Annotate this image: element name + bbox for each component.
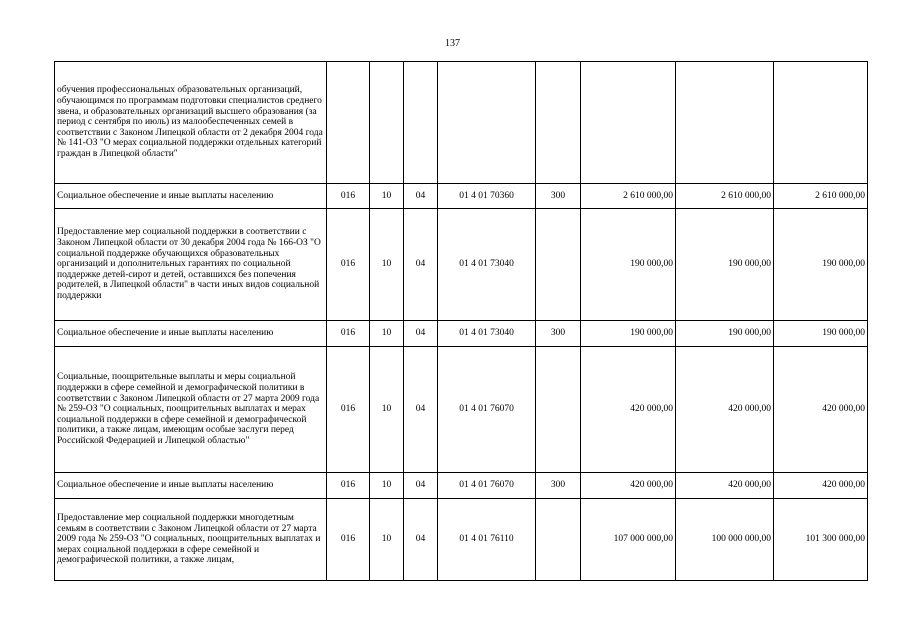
section-code: 10: [370, 347, 404, 473]
amount-year-2: 190 000,00: [676, 321, 774, 347]
amount-year-1: [581, 62, 676, 184]
amount-year-1: 420 000,00: [581, 347, 676, 473]
row-description: Социальные, поощрительные выплаты и меры социальной поддержки в сфере семейной и демографической политики в соответствии с Законом Липецкой области от 27 марта 2009 года № 259-ОЗ "О социальных, поощрительных выплатах и мерах социальной поддержки в сфере семейной и демографической политики, а также лицам, имеющим особые заслуги перед Российской Федерацией и Липецкой областью": [55, 347, 327, 473]
target-article-code: 01 4 01 73040: [438, 321, 536, 347]
expense-type-code: 300: [536, 473, 581, 499]
amount-year-3: 420 000,00: [774, 347, 868, 473]
row-description: обучения профессиональных образовательных организаций, обучающимся по программам подготовки специалистов среднего звена, и образовательных организаций высшего образования (за период с сентября по июль) из малообеспеченных семей в соответствии с Законом Липецкой области от 2 декабря 2004 года № 141-ОЗ "О мерах социальной поддержки отдельных категорий граждан в Липецкой области": [55, 62, 327, 184]
subsection-code: 04: [404, 209, 438, 321]
gr-code: [327, 62, 370, 184]
gr-code: 016: [327, 321, 370, 347]
table-row: [55, 499, 868, 581]
amount-year-1: 2 610 000,00: [581, 184, 676, 209]
amount-year-3: 420 000,00: [774, 473, 868, 499]
expense-type-code: 300: [536, 184, 581, 209]
subsection-code: 04: [404, 347, 438, 473]
row-description: Социальное обеспечение и иные выплаты населению: [55, 184, 327, 209]
table-row: [55, 62, 868, 184]
expense-type-code: [536, 209, 581, 321]
section-code: 10: [370, 321, 404, 347]
section-code: 10: [370, 209, 404, 321]
section-code: 10: [370, 184, 404, 209]
amount-year-2: 190 000,00: [676, 209, 774, 321]
row-description: Социальное обеспечение и иные выплаты населению: [55, 473, 327, 499]
amount-year-2: [676, 62, 774, 184]
amount-year-3: 190 000,00: [774, 321, 868, 347]
amount-year-2: 420 000,00: [676, 473, 774, 499]
expense-type-code: [536, 62, 581, 184]
target-article-code: [438, 62, 536, 184]
amount-year-1: 190 000,00: [581, 209, 676, 321]
amount-year-2: 2 610 000,00: [676, 184, 774, 209]
amount-year-2: 420 000,00: [676, 347, 774, 473]
subsection-code: [404, 62, 438, 184]
subsection-code: 04: [404, 473, 438, 499]
row-description: Предоставление мер социальной поддержки многодетным семьям в соответствии с Законом Липецкой области от 27 марта 2009 года № 259-ОЗ "О социальных, поощрительных выплатах и мерах социальной поддержки в сфере семейной и демографической политики, а также лицам,: [55, 499, 327, 581]
amount-year-2: 100 000 000,00: [676, 499, 774, 581]
section-code: [370, 62, 404, 184]
gr-code: 016: [327, 473, 370, 499]
row-description: Социальное обеспечение и иные выплаты населению: [55, 321, 327, 347]
amount-year-1: 420 000,00: [581, 473, 676, 499]
target-article-code: 01 4 01 70360: [438, 184, 536, 209]
subsection-code: 04: [404, 184, 438, 209]
table-row: [55, 321, 868, 347]
subsection-code: 04: [404, 499, 438, 581]
subsection-code: 04: [404, 321, 438, 347]
gr-code: 016: [327, 209, 370, 321]
target-article-code: 01 4 01 76110: [438, 499, 536, 581]
gr-code: 016: [327, 184, 370, 209]
table-row: [55, 209, 868, 321]
budget-table: [54, 61, 868, 581]
row-description: Предоставление мер социальной поддержки в соответствии с Законом Липецкой области от 30 декабря 2004 года № 166-ОЗ "О социальной поддержке обучающихся образовательных организаций и дополнительных гарантиях по социальной поддержке детей-сирот и детей, оставшихся без попечения родителей, в Липецкой области" в части иных видов социальной поддержки: [55, 209, 327, 321]
target-article-code: 01 4 01 76070: [438, 347, 536, 473]
gr-code: 016: [327, 347, 370, 473]
page-number: 137: [445, 38, 460, 49]
table-row: [55, 184, 868, 209]
expense-type-code: [536, 347, 581, 473]
section-code: 10: [370, 473, 404, 499]
amount-year-3: 190 000,00: [774, 209, 868, 321]
expense-type-code: 300: [536, 321, 581, 347]
amount-year-1: 190 000,00: [581, 321, 676, 347]
table-row: [55, 473, 868, 499]
expense-type-code: [536, 499, 581, 581]
amount-year-3: [774, 62, 868, 184]
target-article-code: 01 4 01 76070: [438, 473, 536, 499]
gr-code: 016: [327, 499, 370, 581]
target-article-code: 01 4 01 73040: [438, 209, 536, 321]
amount-year-3: 101 300 000,00: [774, 499, 868, 581]
amount-year-3: 2 610 000,00: [774, 184, 868, 209]
amount-year-1: 107 000 000,00: [581, 499, 676, 581]
section-code: 10: [370, 499, 404, 581]
table-row: [55, 347, 868, 473]
